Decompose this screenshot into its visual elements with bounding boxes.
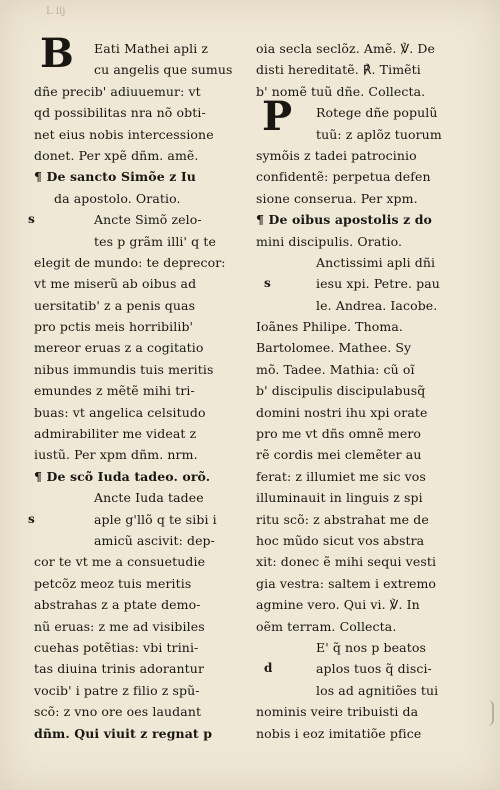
line-text: le. Andrea. Iacobe.	[316, 297, 438, 313]
line-text: pro pctis meis horribilib'	[34, 319, 194, 335]
line-text: tes p grãm illi' q te	[94, 233, 216, 249]
line-text: nobis i eoz imitatiõe pfice	[256, 725, 422, 741]
text-line	[256, 402, 466, 423]
text-line	[34, 81, 252, 102]
line-text: net eius nobis intercessione	[34, 126, 214, 142]
line-text: ritu scõ: z abstrahat me de	[256, 511, 429, 527]
text-line	[34, 359, 252, 380]
text-line	[256, 487, 466, 508]
line-text: vocib' i patre z filio z spũ-	[34, 682, 200, 698]
line-text: tas diuina trinis adorantur	[34, 661, 205, 677]
line-text: Ioãnes Philipe. Thoma.	[256, 319, 403, 335]
text-line	[34, 273, 252, 294]
line-text: symõis z tadei patrocinio	[256, 147, 417, 163]
signature-mark: L iij	[46, 6, 66, 17]
line-text: abstrahas z a ptate demo-	[34, 597, 201, 613]
line-text: ¶ De oibus apostolis z do	[256, 212, 432, 228]
line-text: Anctissimi apli dñi	[316, 254, 436, 270]
text-line	[34, 594, 252, 615]
text-line	[256, 658, 466, 679]
line-text: amicũ ascivit: dep-	[94, 532, 215, 548]
line-text: tuũ: z aplõz tuorum	[316, 126, 442, 142]
text-line	[256, 145, 466, 166]
text-line	[256, 616, 466, 637]
text-line	[256, 59, 466, 80]
text-line	[256, 551, 466, 572]
margin-letter: d	[264, 661, 273, 676]
text-line	[256, 188, 466, 209]
line-text: admirabiliter me videat z	[34, 426, 197, 442]
margin-letter: s	[28, 212, 35, 227]
text-line	[34, 38, 252, 59]
text-line	[256, 337, 466, 358]
text-line	[34, 337, 252, 358]
text-line	[34, 466, 252, 487]
text-line	[256, 209, 466, 230]
line-text: Bartolomee. Mathee. Sy	[256, 340, 412, 356]
text-line	[256, 466, 466, 487]
text-line	[34, 423, 252, 444]
text-line	[256, 637, 466, 658]
line-text: xit: donec ẽ mihi sequi vesti	[256, 554, 437, 570]
text-line	[256, 295, 466, 316]
line-text: oia secla seclõz. Amẽ. ℣. De	[256, 41, 435, 56]
text-line	[34, 124, 252, 145]
text-line	[256, 530, 466, 551]
left-column	[28, 30, 252, 744]
text-line	[34, 166, 252, 187]
right-column	[256, 38, 466, 744]
line-text: los ad agnitiões tui	[316, 682, 439, 698]
line-text: agmine vero. Qui vi. ℣. In	[256, 597, 420, 613]
line-text: elegit de mundo: te deprecor:	[34, 254, 226, 270]
line-text: aple g'llõ q te sibi i	[94, 511, 217, 527]
line-text: donet. Per xpẽ dñm. amẽ.	[34, 147, 199, 163]
text-line	[256, 423, 466, 444]
text-line	[256, 81, 466, 102]
line-text: aplos tuos q̃ disci-	[316, 661, 432, 677]
line-text: domini nostri ihu xpi orate	[256, 404, 428, 420]
line-text: dñm. Qui viuit z regnat p	[34, 725, 213, 741]
text-line	[256, 723, 466, 744]
line-text: b' nomẽ tuũ dñe. Collecta.	[256, 83, 426, 99]
line-text: Ancte Simõ zelo-	[94, 212, 202, 228]
text-line	[28, 209, 252, 230]
line-text: ferat: z illumiet me sic vos	[256, 468, 426, 484]
line-text: Eati Mathei apli z	[94, 41, 209, 56]
text-line	[256, 701, 466, 722]
line-text: Rotege dñe populũ	[316, 105, 438, 121]
text-line	[34, 551, 252, 572]
text-line	[28, 509, 252, 530]
line-text: iesu xpi. Petre. pau	[316, 276, 440, 292]
text-line	[34, 573, 252, 594]
margin-letter: s	[28, 511, 35, 526]
line-text: petcõz meoz tuis meritis	[34, 575, 192, 591]
line-text: buas: vt angelica celsitudo	[34, 404, 206, 420]
line-text: E' q̃ nos p beatos	[316, 639, 426, 655]
text-line	[34, 487, 252, 508]
text-line	[34, 380, 252, 401]
initial-letter-b: B	[40, 30, 74, 77]
text-line	[34, 188, 252, 209]
text-line	[256, 102, 466, 123]
text-line	[256, 231, 466, 252]
text-line	[256, 444, 466, 465]
line-text: ¶ De scõ Iuda tadeo. orõ.	[34, 468, 211, 484]
text-line	[256, 273, 466, 294]
text-line	[256, 573, 466, 594]
text-line	[34, 145, 252, 166]
line-text: confidentẽ: perpetua defen	[256, 169, 431, 185]
line-text: cu angelis que sumus	[94, 62, 233, 78]
text-line	[256, 38, 466, 59]
line-text: rẽ cordis mei clemẽter au	[256, 447, 422, 463]
text-line	[256, 124, 466, 145]
margin-letter: s	[264, 276, 271, 291]
line-text: b' discipulis discipulabusq̃	[256, 383, 426, 399]
line-text: gia vestra: saltem i extremo	[256, 575, 437, 591]
text-line	[34, 316, 252, 337]
text-line	[256, 316, 466, 337]
line-text: mõ. Tadee. Mathia: cũ oĩ	[256, 361, 415, 377]
line-text: Ancte Iuda tadee	[94, 490, 204, 506]
text-line	[256, 252, 466, 273]
page-edge-mark	[482, 700, 494, 726]
text-line	[256, 380, 466, 401]
line-text: dñe precib' adiuuemur: vt	[34, 83, 201, 99]
text-line	[34, 637, 252, 658]
text-line	[34, 680, 252, 701]
line-text: ¶ De sancto Simõe z Iu	[34, 169, 196, 185]
line-text: nũ eruas: z me ad visibiles	[34, 618, 205, 634]
text-line	[34, 658, 252, 679]
text-line	[34, 616, 252, 637]
text-line	[34, 530, 252, 551]
text-line	[34, 444, 252, 465]
line-text: illuminauit in linguis z spi	[256, 490, 423, 506]
line-text: disti hereditatẽ. ℟. Timẽti	[256, 62, 421, 78]
text-line	[34, 231, 252, 252]
line-text: cor te vt me a consuetudie	[34, 554, 206, 570]
line-text: da apostolo. Oratio.	[54, 190, 181, 206]
text-line	[256, 509, 466, 530]
text-line	[256, 680, 466, 701]
text-line	[34, 402, 252, 423]
line-text: nominis veire tribuisti da	[256, 704, 419, 720]
line-text: oẽm terram. Collecta.	[256, 618, 397, 634]
line-text: mini discipulis. Oratio.	[256, 233, 403, 249]
line-text: mereor eruas z a cogitatio	[34, 340, 204, 356]
line-text: scõ: z vno ore oes laudant	[34, 704, 202, 720]
text-line	[34, 701, 252, 722]
text-line	[34, 723, 252, 744]
line-text: sione conserua. Per xpm.	[256, 190, 418, 206]
text-line	[34, 252, 252, 273]
line-text: hoc mũdo sicut vos abstra	[256, 532, 425, 548]
text-line	[256, 359, 466, 380]
initial-letter-p: P	[262, 93, 293, 140]
text-line	[34, 295, 252, 316]
text-line	[256, 594, 466, 615]
line-text: vt me miserũ ab oibus ad	[34, 276, 197, 292]
line-text: qd possibilitas nra nõ obti-	[34, 105, 206, 121]
line-text: emundes z mẽtẽ mihi tri-	[34, 383, 195, 399]
line-text: nibus immundis tuis meritis	[34, 361, 214, 377]
text-line	[34, 59, 252, 80]
text-line	[34, 102, 252, 123]
line-text: iustũ. Per xpm dñm. nrm.	[34, 447, 198, 463]
line-text: pro me vt dñs omnẽ mero	[256, 426, 422, 442]
text-line	[256, 166, 466, 187]
line-text: uersitatib' z a penis quas	[34, 297, 196, 313]
line-text: cuehas potẽtias: vbi trini-	[34, 639, 199, 655]
